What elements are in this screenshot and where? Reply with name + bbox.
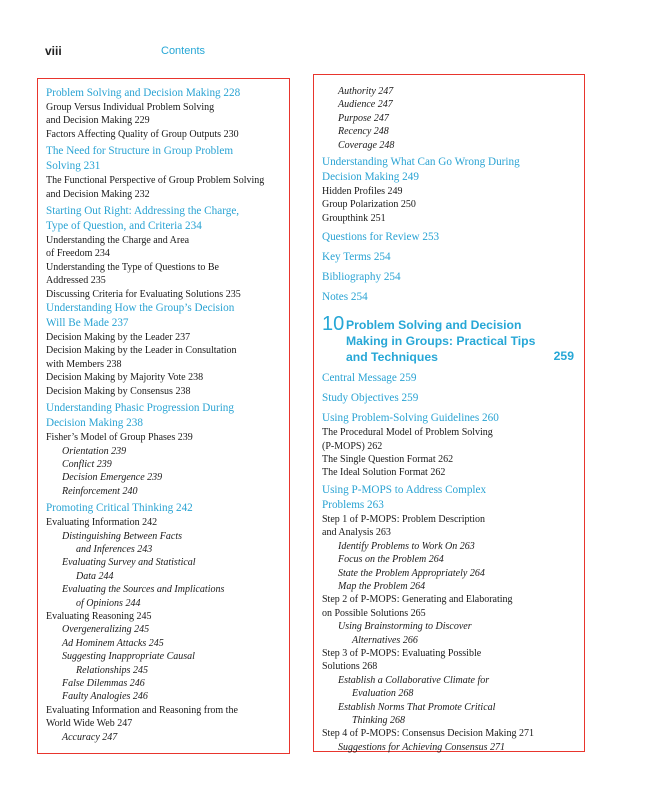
toc-subtopic: Conflict 239	[62, 458, 112, 470]
toc-section-link[interactable]: Starting Out Right: Addressing the Charge,	[46, 205, 240, 218]
toc-subtopic-continued: Evaluation 268	[352, 688, 414, 700]
toc-subsection: The Ideal Solution Format 262	[322, 467, 446, 479]
toc-subsection: Factors Affecting Quality of Group Outputs 230	[46, 128, 239, 140]
toc-subsection: Step 4 of P-MOPS: Consensus Decision Making 271	[322, 728, 534, 740]
chapter-number: 10	[322, 313, 345, 336]
toc-subsection: Addressed 235	[46, 275, 106, 287]
toc-subtopic: State the Problem Appropriately 264	[338, 567, 485, 579]
toc-section-link[interactable]: Central Message 259	[322, 372, 417, 385]
toc-subtopic-continued: Data 244	[76, 570, 114, 582]
toc-subtopic: Suggestions for Achieving Consensus 271	[338, 741, 506, 753]
toc-subsection: Decision Making by the Leader in Consultation	[46, 345, 237, 357]
toc-subtopic: Audience 247	[338, 99, 393, 111]
toc-subsection: (P-MOPS) 262	[322, 440, 383, 452]
toc-section-link[interactable]: Type of Question, and Criteria 234	[46, 220, 202, 233]
toc-subsection: and Analysis 263	[322, 527, 391, 539]
toc-subsection: and Decision Making 229	[46, 115, 150, 127]
toc-subtopic-continued: Thinking 268	[352, 714, 406, 726]
toc-section-link[interactable]: The Need for Structure in Group Problem	[46, 145, 234, 158]
toc-subtopic: Establish a Collaborative Climate for	[338, 674, 490, 686]
toc-subtopic: Evaluating Survey and Statistical	[62, 557, 196, 569]
toc-subsection: Evaluating Information 242	[46, 517, 158, 529]
toc-subsection: Decision Making by the Leader 237	[46, 332, 191, 344]
toc-section-link[interactable]: Bibliography 254	[322, 271, 401, 284]
toc-subtopic: Identify Problems to Work On 263	[338, 540, 475, 552]
toc-subtopic-continued: Relationships 245	[76, 664, 148, 676]
chapter-heading	[322, 313, 584, 365]
chapter-title	[346, 317, 535, 365]
toc-subsection: Step 3 of P-MOPS: Evaluating Possible	[322, 647, 482, 659]
toc-subsection: Understanding the Type of Questions to Be	[46, 261, 219, 273]
toc-subsection: Decision Making by Majority Vote 238	[46, 372, 204, 384]
toc-subtopic: Overgeneralizing 245	[62, 624, 150, 636]
toc-subsection: Decision Making by Consensus 238	[46, 385, 191, 397]
toc-section-link[interactable]: Understanding What Can Go Wrong During	[322, 156, 520, 169]
running-title: Contents	[161, 45, 206, 57]
toc-subtopic: Accuracy 247	[62, 731, 118, 743]
toc-subsection: Discussing Criteria for Evaluating Solutions 235	[46, 288, 241, 300]
toc-subtopic: Distinguishing Between Facts	[62, 530, 182, 542]
toc-subtopic: Coverage 248	[338, 139, 395, 151]
toc-section-link[interactable]: Understanding Phasic Progression During	[46, 402, 234, 415]
toc-subtopic-continued: of Opinions 244	[76, 597, 141, 609]
toc-section-link[interactable]: Promoting Critical Thinking 242	[46, 502, 193, 515]
toc-subtopic: Orientation 239	[62, 445, 127, 457]
toc-right-column	[313, 74, 585, 752]
toc-section-link[interactable]: Key Terms 254	[322, 251, 391, 264]
toc-subsection: of Freedom 234	[46, 248, 110, 260]
toc-subtopic: Reinforcement 240	[62, 485, 138, 497]
toc-subsection: on Possible Solutions 265	[322, 607, 426, 619]
toc-section-link[interactable]: Study Objectives 259	[322, 392, 419, 405]
chapter-page: 259	[553, 349, 574, 364]
toc-subtopic: Map the Problem 264	[338, 580, 426, 592]
toc-subtopic: Establish Norms That Promote Critical	[338, 701, 496, 713]
toc-subtopic: Suggesting Inappropriate Causal	[62, 651, 195, 663]
toc-subsection: Understanding the Charge and Area	[46, 235, 190, 247]
toc-subsection: and Decision Making 232	[46, 188, 150, 200]
toc-subtopic: Focus on the Problem 264	[338, 554, 444, 566]
toc-section-link[interactable]: Problems 263	[322, 498, 384, 511]
toc-section-link[interactable]: Will Be Made 237	[46, 317, 129, 330]
toc-section-link[interactable]: Questions for Review 253	[322, 231, 440, 244]
toc-subsection: with Members 238	[46, 358, 122, 370]
toc-subtopic: False Dilemmas 246	[62, 678, 145, 689]
toc-subsection: Fisher’s Model of Group Phases 239	[46, 432, 193, 444]
toc-subtopic-continued: and Inferences 243	[76, 543, 153, 555]
toc-right-bottom	[322, 371, 584, 754]
toc-section-link[interactable]: Notes 254	[322, 291, 368, 304]
chapter-title-line: and Techniques	[346, 350, 438, 365]
toc-section-link[interactable]: Decision Making 249	[322, 171, 419, 184]
toc-section-link[interactable]: Problem Solving and Decision Making 228	[46, 87, 241, 99]
toc-subtopic: Recency 248	[338, 126, 389, 138]
toc-subsection: World Wide Web 247	[46, 718, 133, 730]
toc-subsection: Solutions 268	[322, 661, 378, 673]
toc-section-link[interactable]: Using P-MOPS to Address Complex	[322, 483, 487, 496]
toc-subtopic-continued: Alternatives 266	[352, 634, 418, 646]
toc-section-link[interactable]: Using Problem-Solving Guidelines 260	[322, 412, 499, 425]
toc-section-link[interactable]: Understanding How the Group’s Decision	[46, 302, 235, 315]
toc-subsection: Group Polarization 250	[322, 199, 416, 211]
toc-subtopic: Authority 247	[338, 86, 394, 97]
toc-subsection: Evaluating Information and Reasoning from the	[46, 704, 238, 716]
toc-subtopic: Decision Emergence 239	[62, 472, 163, 484]
toc-subtopic: Evaluating the Sources and Implications	[62, 584, 225, 596]
toc-left-column	[37, 78, 290, 754]
toc-subsection: The Functional Perspective of Group Problem Solving	[46, 175, 265, 187]
toc-section-link[interactable]: Solving 231	[46, 160, 101, 173]
toc-subsection: The Procedural Model of Problem Solving	[322, 427, 493, 439]
toc-subsection: Evaluating Reasoning 245	[46, 610, 152, 622]
toc-subtopic: Ad Hominem Attacks 245	[62, 637, 164, 649]
chapter-title-line: Problem Solving and Decision	[346, 318, 522, 333]
toc-subtopic: Purpose 247	[338, 112, 389, 124]
toc-subsection: Groupthink 251	[322, 212, 386, 224]
toc-subsection: The Single Question Format 262	[322, 454, 454, 466]
toc-subsection: Hidden Profiles 249	[322, 186, 403, 198]
toc-right-top	[322, 85, 584, 305]
chapter-title-line: Making in Groups: Practical Tips	[346, 334, 536, 349]
toc-subtopic: Using Brainstorming to Discover	[338, 621, 472, 633]
toc-subsection: Step 2 of P-MOPS: Generating and Elaborating	[322, 594, 513, 606]
toc-subsection: Group Versus Individual Problem Solving	[46, 102, 215, 113]
toc-section-link[interactable]: Decision Making 238	[46, 417, 143, 430]
page-number: viii	[45, 44, 62, 58]
toc-subsection: Step 1 of P-MOPS: Problem Description	[322, 513, 486, 525]
toc-subtopic: Faulty Analogies 246	[62, 691, 148, 703]
